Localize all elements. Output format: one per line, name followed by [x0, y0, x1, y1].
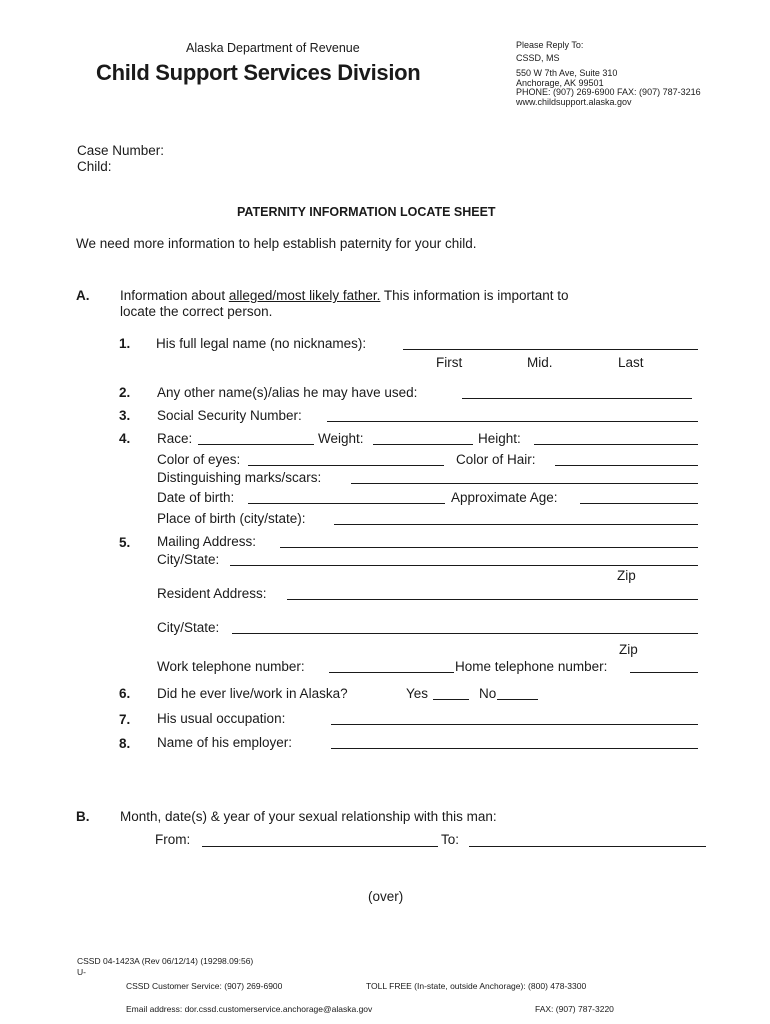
alias-field[interactable] — [462, 398, 692, 399]
eye-color-label: Color of eyes: — [157, 452, 241, 467]
height-label: Height: — [478, 431, 521, 446]
from-label: From: — [155, 832, 191, 847]
home-phone-field[interactable] — [630, 672, 698, 673]
no-label: No — [479, 686, 497, 701]
item-number-2: 2. — [119, 385, 131, 400]
legal-name-field[interactable] — [403, 349, 698, 350]
department-name: Alaska Department of Revenue — [186, 41, 360, 55]
marks-scars-field[interactable] — [351, 483, 698, 484]
middle-name-caption: Mid. — [527, 355, 553, 370]
approx-age-label: Approximate Age: — [451, 490, 558, 505]
hair-color-field[interactable] — [555, 465, 698, 466]
item-number-3: 3. — [119, 408, 131, 423]
section-a-text-underlined: alleged/most likely father. — [228, 288, 381, 303]
legal-name-label: His full legal name (no nicknames): — [156, 336, 367, 351]
city-state-label-2: City/State: — [157, 620, 220, 635]
intro-text: We need more information to help establish paternity for your child. — [76, 236, 477, 251]
item-number-6: 6. — [119, 686, 131, 701]
employer-label: Name of his employer: — [157, 735, 293, 750]
division-name: Child Support Services Division — [96, 60, 421, 85]
weight-label: Weight: — [318, 431, 364, 446]
fax-number: FAX: (907) 787-3220 — [535, 1004, 614, 1014]
page-title: PATERNITY INFORMATION LOCATE SHEET — [237, 205, 496, 219]
item-number-5: 5. — [119, 535, 131, 550]
city-state-field-1[interactable] — [230, 565, 698, 566]
work-phone-field[interactable] — [329, 672, 454, 673]
over-note: (over) — [368, 889, 404, 904]
occupation-field[interactable] — [331, 724, 698, 725]
place-of-birth-label: Place of birth (city/state): — [157, 511, 306, 526]
section-a-text-after: This information is important to — [380, 288, 569, 303]
email-address: Email address: dor.cssd.customerservice.anchorage@alaska.gov — [126, 1004, 373, 1014]
section-b-letter: B. — [76, 809, 90, 824]
item-number-8: 8. — [119, 736, 131, 751]
resident-address-field[interactable] — [287, 599, 698, 600]
race-label: Race: — [157, 431, 193, 446]
occupation-label: His usual occupation: — [157, 711, 286, 726]
section-a-text-before: Information about — [120, 288, 229, 303]
resident-address-label: Resident Address: — [157, 586, 267, 601]
work-phone-label: Work telephone number: — [157, 659, 305, 674]
mailing-address-field[interactable] — [280, 547, 698, 548]
dob-field[interactable] — [248, 503, 445, 504]
item-number-4: 4. — [119, 431, 131, 446]
marks-scars-label: Distinguishing marks/scars: — [157, 470, 322, 485]
to-field[interactable] — [469, 846, 706, 847]
reply-to-heading: Please Reply To: — [516, 40, 584, 50]
toll-free: TOLL FREE (In-state, outside Anchorage): (800) 478-3300 — [366, 981, 587, 991]
section-a-letter: A. — [76, 288, 90, 303]
yes-label: Yes — [406, 686, 429, 701]
place-of-birth-field[interactable] — [334, 524, 698, 525]
home-phone-label: Home telephone number: — [455, 659, 608, 674]
customer-service: CSSD Customer Service: (907) 269-6900 — [126, 981, 283, 991]
form-id: CSSD 04-1423A (Rev 06/12/14) (19298.09:56) — [77, 956, 254, 966]
weight-field[interactable] — [373, 444, 473, 445]
reply-to-address1: 550 W 7th Ave, Suite 310 — [516, 68, 618, 78]
race-field[interactable] — [198, 444, 314, 445]
eye-color-field[interactable] — [248, 465, 444, 466]
hair-color-label: Color of Hair: — [456, 452, 536, 467]
first-name-caption: First — [436, 355, 463, 370]
section-a-text — [120, 288, 569, 303]
item-number-1: 1. — [119, 336, 131, 351]
ssn-field[interactable] — [327, 421, 698, 422]
reply-to-website: www.childsupport.alaska.gov — [516, 97, 632, 107]
reply-to-address2: Anchorage, AK 99501 — [516, 78, 604, 88]
child-label: Child: — [77, 159, 112, 174]
no-field[interactable] — [497, 699, 538, 700]
reply-to-phone-fax: PHONE: (907) 269-6900 FAX: (907) 787-3216 — [516, 87, 701, 97]
yes-field[interactable] — [433, 699, 469, 700]
from-field[interactable] — [202, 846, 438, 847]
ssn-label: Social Security Number: — [157, 408, 302, 423]
case-number-label: Case Number: — [77, 143, 165, 158]
item-number-7: 7. — [119, 712, 131, 727]
to-label: To: — [441, 832, 460, 847]
section-a-text-line2: locate the correct person. — [120, 304, 273, 319]
section-b-text: Month, date(s) & year of your sexual relationship with this man: — [120, 809, 497, 824]
reply-to-office: CSSD, MS — [516, 53, 560, 63]
city-state-field-2[interactable] — [232, 633, 698, 634]
zip-caption-1: Zip — [617, 568, 636, 583]
alaska-question: Did he ever live/work in Alaska? — [157, 686, 348, 701]
employer-field[interactable] — [331, 748, 698, 749]
alias-label: Any other name(s)/alias he may have used: — [157, 385, 418, 400]
form-code: U- — [77, 967, 86, 977]
mailing-address-label: Mailing Address: — [157, 534, 257, 549]
city-state-label-1: City/State: — [157, 552, 220, 567]
zip-caption-2: Zip — [619, 642, 638, 657]
dob-label: Date of birth: — [157, 490, 235, 505]
last-name-caption: Last — [618, 355, 644, 370]
approx-age-field[interactable] — [580, 503, 698, 504]
height-field[interactable] — [534, 444, 698, 445]
